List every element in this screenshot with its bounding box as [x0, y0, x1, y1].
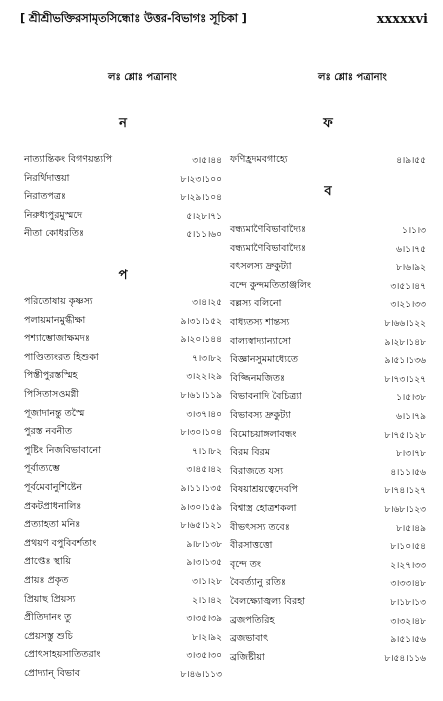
- entry-reference: ৯।৩১।১৫২: [180, 316, 222, 327]
- entry-verse: প্রিয়াছ প্রিয়স্য: [24, 593, 76, 605]
- index-entry: [24, 351, 222, 369]
- entry-reference: ৮।৪৬।১১৩: [180, 670, 222, 680]
- entry-verse: বাধ্যতস্য শান্তস্য: [230, 317, 290, 328]
- section-letter: ফ: [323, 116, 333, 131]
- index-entry: [24, 388, 222, 406]
- entry-reference: ৮।৬।৯২: [396, 263, 426, 274]
- entry-verse: পিসিতাসওমগ্নী: [24, 389, 80, 400]
- page-header: [20, 10, 430, 32]
- left-column-heading: লঃ শ্লোঃ পত্রানাং: [108, 72, 177, 83]
- entry-verse: প্রথয়ণ বপুবিবর্শতাং: [24, 537, 97, 549]
- index-entry: [230, 446, 426, 464]
- entry-verse: বৎসলস্য দ্রুকুট্যা: [230, 261, 292, 273]
- index-entry: [24, 462, 222, 480]
- entry-verse: বিরাজতে যস্য: [230, 465, 283, 477]
- index-entry: [24, 295, 222, 313]
- entry-verse: নিরাতপত্রঃ: [24, 191, 66, 203]
- entry-reference: ৩।৫।৪৪: [192, 156, 222, 166]
- entry-reference: ৮।১০।৫৪: [390, 542, 426, 553]
- entry-verse: নিরর্থিদাত্তয়া: [24, 172, 70, 184]
- entry-reference: ৮।৭৫।১২৮: [384, 430, 426, 441]
- entry-reference: ৯।২০।১৪৪: [180, 335, 222, 346]
- entry-reference: ২।২৭।৩৩: [390, 560, 426, 571]
- index-entry: [24, 537, 222, 555]
- entry-reference: ১।৫।৩৮: [396, 393, 426, 404]
- index-entry: [230, 614, 426, 632]
- entry-verse: প্রেয়সস্তু শুচি: [24, 630, 73, 642]
- entry-verse: পশ্যাম্ভোজাক্ষমদঃ: [24, 333, 90, 345]
- entry-verse: বিমোচয়াঙ্গলাবন্ধং: [230, 428, 297, 440]
- entry-reference: ৯।১১।১৩৫: [180, 484, 222, 494]
- entry-reference: ৮।২৩।১০০: [180, 174, 222, 185]
- index-entry: [24, 332, 222, 350]
- entry-verse: বাল্যস্বাদ্যান্যাসো: [230, 335, 291, 347]
- index-entry: [24, 369, 222, 387]
- index-entry: [230, 632, 426, 650]
- index-entry: [24, 153, 222, 171]
- index-entry: [230, 521, 426, 539]
- entry-verse: পিস্তীপুরস্তস্মিহ: [24, 370, 78, 382]
- entry-reference: ৩।২২।২৯: [186, 372, 222, 383]
- entry-verse: প্রাপ্তেঃ স্থায়ি: [24, 556, 71, 568]
- index-entry: [230, 390, 426, 408]
- entry-verse: ব্রজিষ্টীয়া: [230, 651, 265, 663]
- entry-verse: বিষয়াশ্রয়ত্বেদেবপি: [230, 484, 298, 496]
- index-entry: [24, 444, 222, 462]
- entry-reference: ৩।৩২।৪৮: [390, 616, 426, 627]
- entry-reference: ৮।৩।৭৮: [396, 449, 426, 460]
- entry-verse: পলায়মানমুগ্ধীক্ষা: [24, 314, 86, 326]
- index-title: [ শ্রীশ্রীভক্তিরসামৃতসিন্ধোঃ উত্তর-বিভাগঃ সূচিকা ]: [20, 11, 247, 25]
- index-entry: [230, 153, 426, 171]
- section-letter: ন: [119, 116, 127, 131]
- index-entry: [230, 409, 426, 427]
- index-entry: [24, 630, 222, 648]
- entry-reference: ২।১।৪২: [192, 595, 222, 606]
- entry-reference: ৭।৩।৮২: [192, 353, 222, 364]
- entry-reference: ৯।৩০।১৫৯: [180, 502, 222, 513]
- index-entry: [230, 483, 426, 501]
- index-entry: [230, 223, 426, 241]
- page-number: xxxxxvi: [376, 12, 428, 27]
- section-letter: ব: [324, 184, 332, 199]
- index-entry: [230, 576, 426, 594]
- entry-verse: পাণ্ডিত্যংরত হিশুকা: [24, 351, 99, 363]
- index-entry: [230, 651, 426, 669]
- entry-verse: বৃন্দে তং: [230, 558, 261, 570]
- entry-reference: ৩।৩৭।৪০: [186, 409, 222, 420]
- index-entry: [24, 648, 222, 666]
- index-entry: [24, 172, 222, 190]
- index-entry: [24, 574, 222, 592]
- entry-verse: বন্ধ্যমাণৈবিভাবাদ্যৈঃ: [230, 224, 307, 235]
- index-entry: [230, 297, 426, 315]
- entry-reference: ৮।৬৫।১২১: [180, 521, 222, 532]
- entry-verse: পুষ্টিং নিজবিভাবানো: [24, 444, 101, 456]
- index-entry: [230, 316, 426, 334]
- entry-verse: ব্রজপতিরিহ: [230, 614, 275, 626]
- entry-verse: বীভৎসস্য তবেঃ: [230, 521, 290, 533]
- entry-verse: বিশ্বাস্ত্র হোত্রশকলা: [230, 503, 297, 514]
- entry-reference: ৪।১১।৫৬: [390, 467, 426, 478]
- right-column-heading: লঃ শ্লোঃ পত্রানাং: [318, 72, 387, 83]
- index-entry: [230, 279, 426, 297]
- index-entry: [24, 209, 222, 227]
- entry-reference: ৮।৫৪।১১৬: [384, 653, 426, 664]
- index-entry: [230, 260, 426, 278]
- entry-reference: ৮।৬১।১১৯: [180, 391, 222, 401]
- entry-reference: ৮।৬৬।১২২: [384, 319, 426, 329]
- entry-reference: ৪।৯।৫৫: [396, 156, 426, 166]
- entry-verse: বন্ধ্যমাণৈবিভাবাদ্যৈঃ: [230, 242, 307, 254]
- entry-verse: বিভাবনাদি বৈচিত্র্যা: [230, 391, 302, 403]
- entry-reference: ৮।২।৯২: [192, 632, 222, 643]
- index-entry: [230, 353, 426, 371]
- entry-verse: প্রায়ঃ প্রকৃত: [24, 575, 69, 586]
- index-entry: [24, 611, 222, 629]
- entry-verse: ফণিহ্রদমবগাহ্যে: [230, 154, 288, 165]
- entry-verse: পরিতোষায় কৃষ্ণস্য: [24, 296, 93, 307]
- entry-reference: ৮।৬৮।১২৩: [384, 505, 426, 515]
- entry-reference: ৬।১।৭৫: [396, 244, 426, 255]
- entry-reference: ৮।৫।৪৯: [396, 523, 426, 534]
- entry-reference: ৯।৩।১৩৫: [186, 558, 222, 569]
- index-entry: [24, 500, 222, 518]
- entry-reference: ৩।৪৫।৪২: [186, 465, 222, 476]
- entry-reference: ৬।১।৭৯: [396, 412, 426, 422]
- index-entry: [230, 539, 426, 557]
- entry-reference: ৩।৩৫।৩৯: [186, 614, 222, 625]
- entry-verse: বিজ্ঞানসুমমাধ্যেতে: [230, 354, 298, 366]
- index-entry: [24, 481, 222, 499]
- entry-reference: ৭।১।৮২: [192, 446, 222, 457]
- entry-verse: পুরস্ত নবনীত: [24, 426, 72, 438]
- section-letter: প: [118, 268, 128, 283]
- entry-reference: ৩।৫১।৪৭: [390, 281, 426, 292]
- index-entry: [230, 558, 426, 576]
- entry-verse: পূজাদানন্তু তস্মৈ: [24, 407, 85, 419]
- index-entry: [230, 595, 426, 613]
- entry-reference: ৯।৫১।১৩৬: [384, 356, 426, 367]
- entry-reference: ৩।৪।২৫: [192, 298, 222, 308]
- index-entry: [24, 407, 222, 425]
- index-entry: [24, 425, 222, 443]
- entry-reference: ৩।৩৫।৩০: [186, 651, 222, 662]
- index-entry: [24, 190, 222, 208]
- entry-verse: বিজ্জিনমজিতঃ: [230, 372, 286, 384]
- entry-reference: ৩।২১।৩৩: [390, 300, 426, 311]
- entry-verse: বৈবর্ত্যানু রতিঃ: [230, 577, 286, 589]
- index-entry: [24, 593, 222, 611]
- entry-verse: ব্রজভাবাৎ: [230, 633, 269, 645]
- entry-reference: ১।১।৩: [402, 226, 426, 236]
- entry-verse: প্রীতিদানং তু: [24, 612, 72, 624]
- entry-reference: ৯।৫১।৫৬: [390, 635, 426, 646]
- entry-verse: বিভাবস্য দ্রুকুট্যা: [230, 410, 291, 421]
- entry-verse: নিরুধ্যপুরমুস্মদে: [24, 209, 83, 221]
- entry-verse: বৈলক্ষ্যোজ্বল্য বিরহা: [230, 596, 305, 607]
- entry-verse: প্রোৎসাহয়সাতিতরাং: [24, 649, 101, 661]
- entry-reference: ৮।২৯।১০৪: [180, 193, 222, 204]
- entry-verse: নীতা কোধরতিঃ: [24, 228, 85, 240]
- entry-verse: বল্লস্য বলিনো: [230, 298, 282, 310]
- entry-reference: ৩।১।২৮: [192, 577, 222, 587]
- entry-verse: নাত্যান্তিকং বিগণয়ন্ত্যপি: [24, 154, 113, 165]
- entry-verse: বন্দে কুন্দমতিতাঞ্জলিং: [230, 279, 312, 291]
- entry-verse: প্রকটপ্রাধনালিঃ: [24, 500, 82, 512]
- index-entry: [230, 465, 426, 483]
- entry-reference: ৫।২৮।৭১: [186, 211, 222, 222]
- entry-reference: ৩।৩৩।৪৮: [390, 579, 426, 590]
- index-entry: [230, 335, 426, 353]
- index-entry: [230, 428, 426, 446]
- entry-verse: পূর্বাত্যম্ভে: [24, 463, 60, 475]
- entry-verse: বিরম বিরম: [230, 447, 271, 459]
- entry-verse: বীরসাত্তত্তো: [230, 540, 273, 552]
- index-entry: [230, 502, 426, 520]
- entry-verse: প্রোদ্যান্ বিভাব: [24, 668, 81, 679]
- index-entry: [24, 518, 222, 536]
- entry-reference: ৯।২৮।১৪৮: [384, 337, 426, 348]
- entry-verse: প্রত্যাহতা মনিঃ: [24, 519, 81, 531]
- index-entry: [230, 242, 426, 260]
- entry-reference: ৮।১৮।১৩: [390, 598, 426, 608]
- entry-reference: ৮।৩০।১০৪: [180, 428, 222, 439]
- entry-reference: ৮।৭৩।১২৭: [384, 374, 426, 385]
- index-entry: [24, 227, 222, 245]
- entry-reference: ৮।৭৪।১২৭: [384, 486, 426, 497]
- index-entry: [24, 555, 222, 573]
- index-entry: [230, 372, 426, 390]
- index-entry: [24, 667, 222, 685]
- entry-reference: ৫।১১।৬০: [186, 230, 222, 241]
- entry-verse: পূর্বমেবানুশিষ্টেন: [24, 482, 83, 493]
- entry-reference: ৯।৮।১৩৮: [186, 539, 222, 550]
- index-entry: [24, 314, 222, 332]
